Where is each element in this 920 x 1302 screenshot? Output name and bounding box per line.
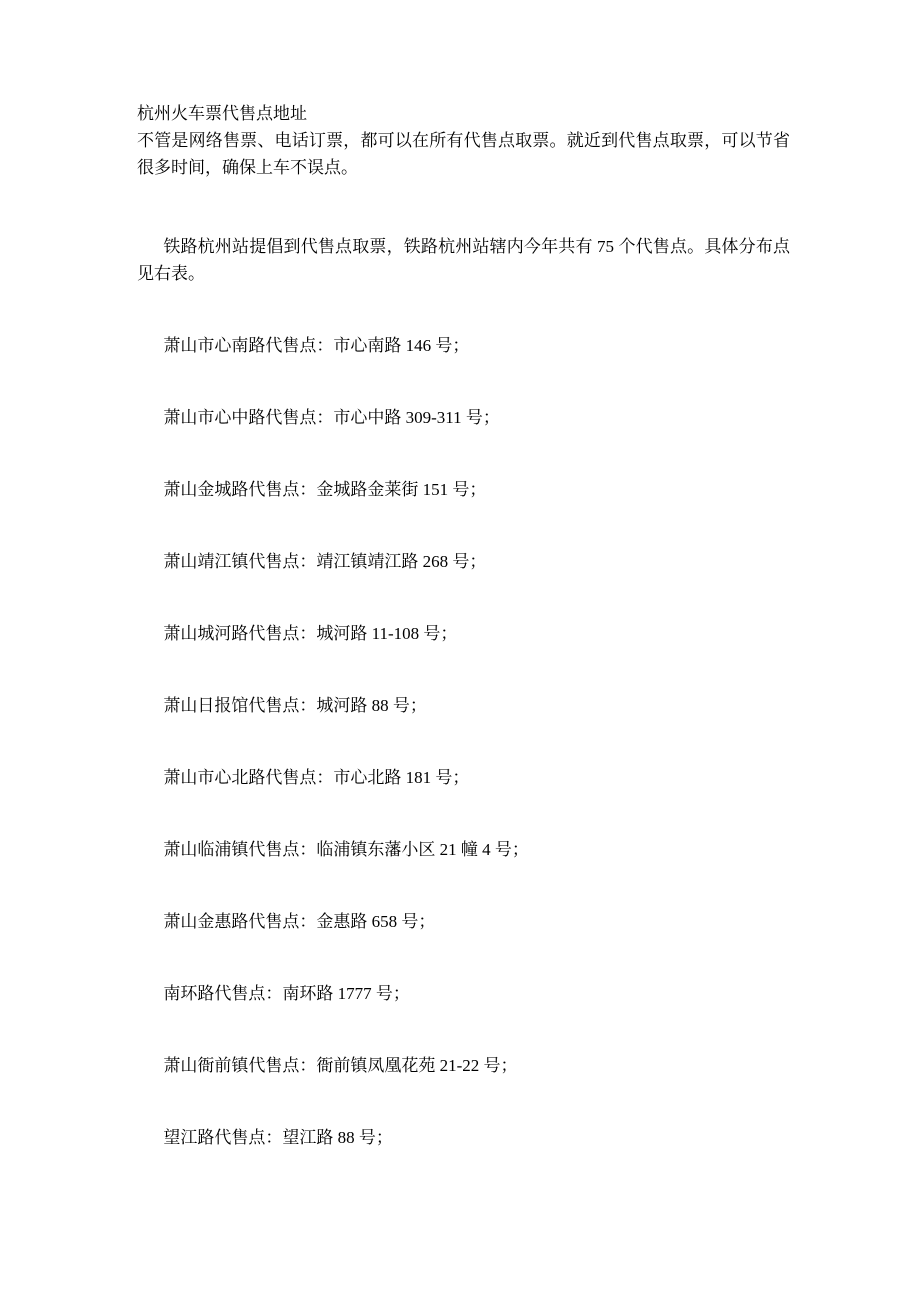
summary-paragraph: 铁路杭州站提倡到代售点取票，铁路杭州站辖内今年共有 75 个代售点。具体分布点见右表。 [137, 237, 790, 283]
outlet-item: 萧山临浦镇代售点：临浦镇东藩小区 21 幢 4 号； [163, 840, 529, 859]
outlet-item: 萧山靖江镇代售点：靖江镇靖江路 268 号； [163, 552, 487, 571]
outlet-item: 萧山金惠路代售点：金惠路 658 号； [163, 912, 436, 931]
outlet-item: 萧山市心中路代售点：市心中路 309-311 号； [163, 408, 500, 427]
outlet-item: 萧山城河路代售点：城河路 11-108 号； [163, 624, 458, 643]
outlet-item: 萧山市心北路代售点：市心北路 181 号； [163, 768, 470, 787]
outlet-item: 萧山衙前镇代售点：衙前镇凤凰花苑 21-22 号； [163, 1056, 518, 1075]
outlet-item: 望江路代售点：望江路 88 号； [163, 1128, 393, 1147]
outlet-item: 南环路代售点：南环路 1777 号； [163, 984, 410, 1003]
document-title: 杭州火车票代售点地址 [137, 104, 307, 123]
outlet-item: 萧山日报馆代售点：城河路 88 号； [163, 696, 427, 715]
outlet-item: 萧山金城路代售点：金城路金莱街 151 号； [163, 480, 487, 499]
intro-paragraph: 不管是网络售票、电话订票，都可以在所有代售点取票。就近到代售点取票，可以节省很多时间，确保上车不误点。 [137, 131, 790, 177]
outlet-item: 萧山市心南路代售点：市心南路 146 号； [163, 336, 470, 355]
